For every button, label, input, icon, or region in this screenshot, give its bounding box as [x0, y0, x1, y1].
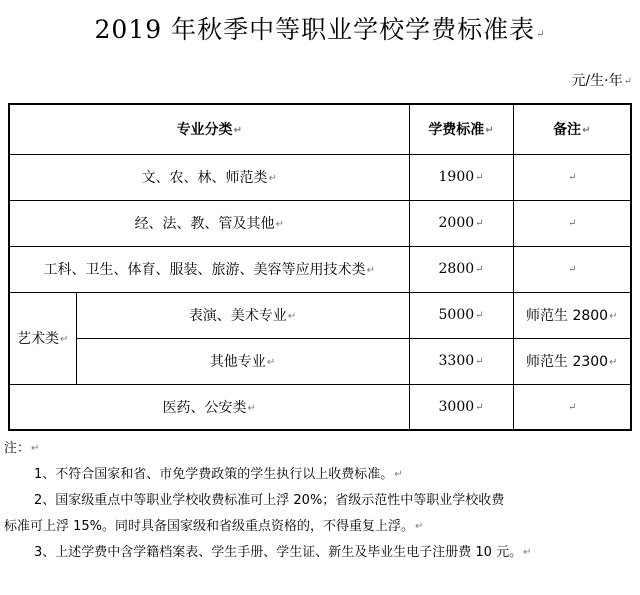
fee-cell: 2000↵	[409, 200, 513, 246]
paragraph-mark-icon: ↵	[485, 125, 494, 137]
note-cell: 师范生 2300↵	[513, 338, 631, 384]
table-row	[9, 292, 631, 338]
category-cell: 表演、美术专业↵	[76, 292, 409, 338]
note-cell	[513, 200, 631, 246]
paragraph-mark-icon: ↵	[247, 402, 256, 414]
header-category: 专业分类↵	[9, 104, 409, 154]
table-row	[9, 338, 631, 384]
paragraph-mark-icon: ↵	[233, 125, 242, 137]
note-item-2-line-1: 2、国家级重点中等职业学校收费标准可上浮 20%；省级示范性中等职业学校收费	[34, 493, 505, 508]
fee-cell: 3300↵	[409, 338, 513, 384]
paragraph-mark-icon: ↵	[475, 218, 484, 229]
fee-cell: 2800↵	[409, 246, 513, 292]
paragraph-mark-icon: ↵	[415, 521, 424, 532]
note-cell	[513, 246, 631, 292]
fee-cell: 3000↵	[409, 384, 513, 430]
paragraph-mark-icon: ↵	[475, 264, 484, 275]
table-row	[9, 154, 631, 200]
table-row	[9, 200, 631, 246]
page-title	[0, 10, 640, 46]
fee-cell: 1900↵	[409, 154, 513, 200]
paragraph-mark-icon: ↵	[275, 219, 284, 230]
paragraph-mark-icon: ↵	[60, 334, 69, 345]
category-cell: 其他专业↵	[76, 338, 409, 384]
table-row	[9, 384, 631, 430]
notes-heading: 注：↵	[4, 441, 40, 456]
paragraph-mark-icon: ↵	[582, 125, 591, 137]
note-item-2-line-2: 标准可上浮 15%。同时具备国家级和省级重点资格的，不得重复上浮。↵	[4, 519, 424, 534]
paragraph-mark-icon: ↵	[609, 311, 618, 322]
unit-text: 元/生·年	[571, 73, 623, 89]
unit-label	[571, 70, 632, 90]
category-cell: 医药、公安类↵	[9, 384, 409, 430]
paragraph-mark-icon: ↵	[523, 547, 532, 558]
note-item-3: 3、上述学费中含学籍档案表、学生手册、学生证、新生及毕业生电子注册费 10 元。↵	[34, 545, 532, 560]
note-item-1: 1、不符合国家和省、市免学费政策的学生执行以上收费标准。↵	[34, 467, 403, 482]
title-text: 2019 年秋季中等职业学校学费标准表	[94, 15, 536, 44]
header-note: 备注↵	[513, 104, 631, 154]
paragraph-mark-icon: ↵	[609, 357, 618, 368]
paragraph-mark-icon: ↵	[287, 311, 297, 322]
paragraph-mark-icon: ↵	[475, 401, 484, 413]
group-cell-art: 艺术类↵	[9, 292, 76, 384]
notes-section	[4, 436, 634, 566]
paragraph-mark-icon: ↵	[394, 469, 403, 480]
paragraph-mark-icon: ↵	[475, 356, 484, 367]
note-cell: 师范生 2800↵	[513, 292, 631, 338]
category-cell: 工科、卫生、体育、服装、旅游、美容等应用技术类↵	[9, 246, 409, 292]
paragraph-mark-icon: ↵	[475, 172, 484, 183]
paragraph-mark-icon: ↵	[568, 218, 577, 229]
paragraph-mark-icon: ↵	[568, 264, 577, 275]
fee-cell: 5000↵	[409, 292, 513, 338]
category-cell: 文、农、林、师范类↵	[9, 154, 409, 200]
fee-table	[8, 103, 632, 431]
paragraph-mark-icon: ↵	[266, 357, 276, 368]
paragraph-mark-icon: ↵	[568, 172, 577, 183]
paragraph-mark-icon: ↵	[623, 76, 632, 87]
paragraph-mark-icon: ↵	[31, 443, 40, 454]
paragraph-mark-icon: ↵	[268, 173, 277, 184]
note-cell	[513, 384, 631, 430]
category-cell: 经、法、教、管及其他↵	[9, 200, 409, 246]
paragraph-mark-icon: ↵	[475, 310, 484, 321]
paragraph-mark-icon: ↵	[366, 265, 375, 276]
header-fee: 学费标准↵	[409, 104, 513, 154]
table-header-row	[9, 104, 631, 154]
paragraph-mark-icon: ↵	[536, 29, 546, 40]
table-row	[9, 246, 631, 292]
paragraph-mark-icon: ↵	[568, 401, 577, 413]
note-cell	[513, 154, 631, 200]
